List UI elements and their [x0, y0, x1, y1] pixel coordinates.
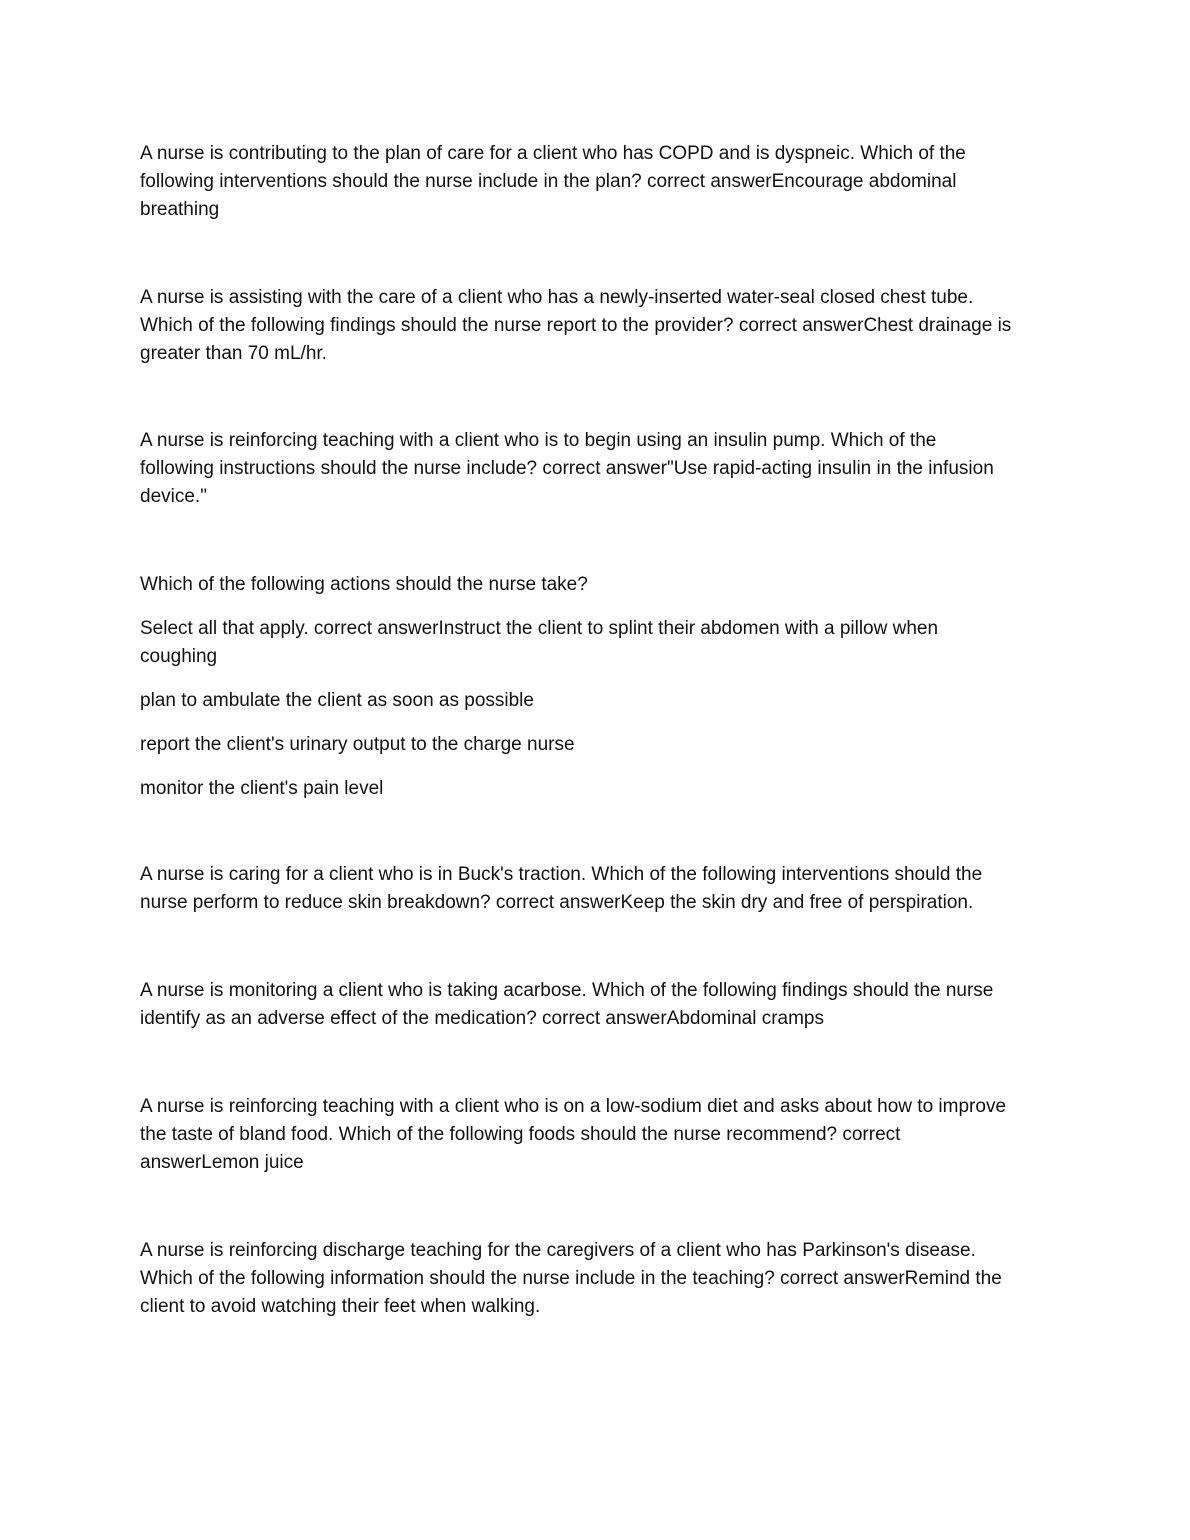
answer-report-urinary-output: report the client's urinary output to the charge nurse	[140, 734, 575, 755]
question-bucks-traction: A nurse is caring for a client who is in Buck's traction. Which of the following interventions should the nurse perform to reduce skin breakdown? correct answerKeep the skin dry and free of perspiration.	[140, 864, 983, 913]
answer-splint-abdomen: Select all that apply. correct answerInstruct the client to splint their abdomen with a pillow when coughing	[140, 618, 939, 667]
answer-ambulate-client: plan to ambulate the client as soon as possible	[140, 690, 534, 711]
question-chest-tube: A nurse is assisting with the care of a client who has a newly-inserted water-seal closed chest tube. Which of the following findings should the nurse report to the provider? correct answerChest drainage is greater than 70 mL/hr.	[140, 287, 1012, 364]
question-actions-nurse-take: Which of the following actions should the nurse take?	[140, 574, 588, 595]
question-parkinsons-teaching: A nurse is reinforcing discharge teaching for the caregivers of a client who has Parkinson's disease. Which of the following information should the nurse include in the teaching? correct answerRemind the client to avoid watching their feet when walking.	[140, 1240, 1002, 1317]
answer-monitor-pain: monitor the client's pain level	[140, 778, 384, 799]
question-acarbose: A nurse is monitoring a client who is taking acarbose. Which of the following findings should the nurse identify as an adverse effect of the medication? correct answerAbdominal cramps	[140, 980, 994, 1029]
question-insulin-pump: A nurse is reinforcing teaching with a client who is to begin using an insulin pump. Which of the following instructions should the nurse include? correct answer"Use rapid-acting insulin in the infusion device."	[140, 430, 994, 507]
question-copd-dyspnea: A nurse is contributing to the plan of care for a client who has COPD and is dyspneic. Which of the following interventions should the nurse include in the plan? correct answerEncourage abdominal breathing	[140, 143, 966, 220]
question-low-sodium-diet: A nurse is reinforcing teaching with a client who is on a low-sodium diet and asks about how to improve the taste of bland food. Which of the following foods should the nurse recommend? correct answerLemon juice	[140, 1096, 1007, 1173]
